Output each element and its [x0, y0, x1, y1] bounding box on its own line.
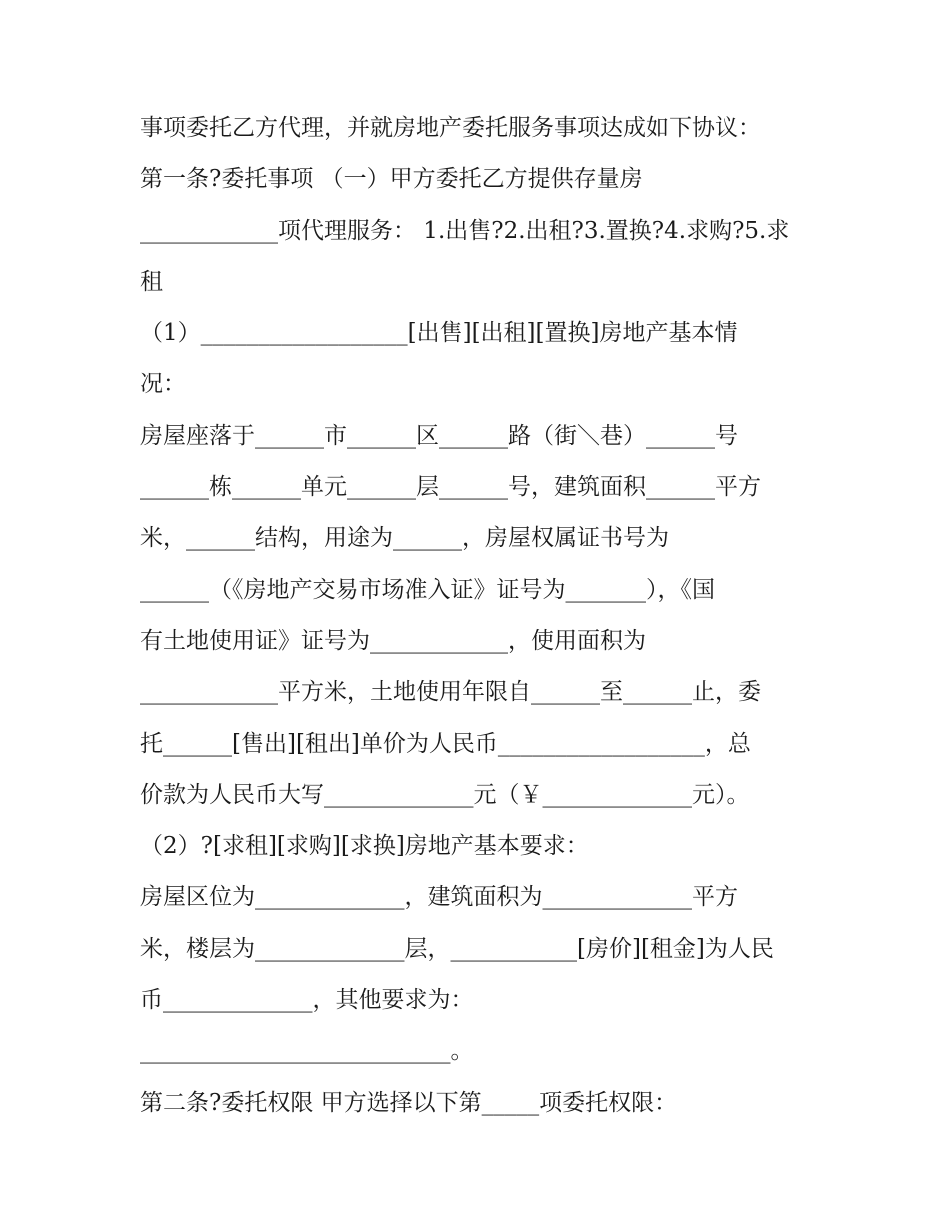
paragraph-line: ___________________________。: [140, 1038, 474, 1065]
paragraph-line: 况：: [140, 371, 186, 398]
paragraph-line: ______栋______单元______层______号，建筑面积______平方: [140, 474, 761, 501]
paragraph-line: ____________平方米，土地使用年限自______至______止，委: [140, 679, 761, 706]
article-2-heading: 第二条?委托权限 甲方选择以下第_____项委托权限：: [140, 1089, 678, 1116]
paragraph-line: ______（《房地产交易市场准入证》证号为_______），《国: [140, 576, 715, 603]
clause-1-line: （1）__________________[出售][出租][置换]房地产基本情: [140, 320, 738, 347]
paragraph-line: ____________项代理服务： 1.出售?2.出租?3.置换?4.求购?5.求: [140, 217, 790, 244]
paragraph-line: 米，楼层为_____________层，___________[房价][租金]为人民: [140, 935, 774, 962]
paragraph-line: 有土地使用证》证号为____________，使用面积为: [140, 627, 646, 654]
paragraph-line: 租: [140, 268, 163, 295]
paragraph-line: 事项委托乙方代理，并就房地产委托服务事项达成如下协议：: [140, 115, 761, 141]
paragraph-line: 币_____________，其他要求为：: [140, 987, 474, 1014]
document-body: [140, 103, 820, 1129]
article-1-heading: 第一条?委托事项 （一）甲方委托乙方提供存量房: [140, 166, 643, 193]
paragraph-line: 房屋座落于______市______区______路（街＼巷）______号: [140, 422, 738, 449]
paragraph-line: 价款为人民币大写_____________元（￥_____________元）。: [140, 781, 750, 808]
paragraph-line: 托______[售出][租出]单价为人民币__________________，总: [140, 730, 751, 757]
clause-2-line: （2）?[求租][求购][求换]房地产基本要求：: [140, 833, 589, 860]
paragraph-line: 房屋区位为_____________，建筑面积为_____________平方: [140, 884, 738, 911]
paragraph-line: 米，______结构，用途为______，房屋权属证书号为: [140, 525, 669, 552]
